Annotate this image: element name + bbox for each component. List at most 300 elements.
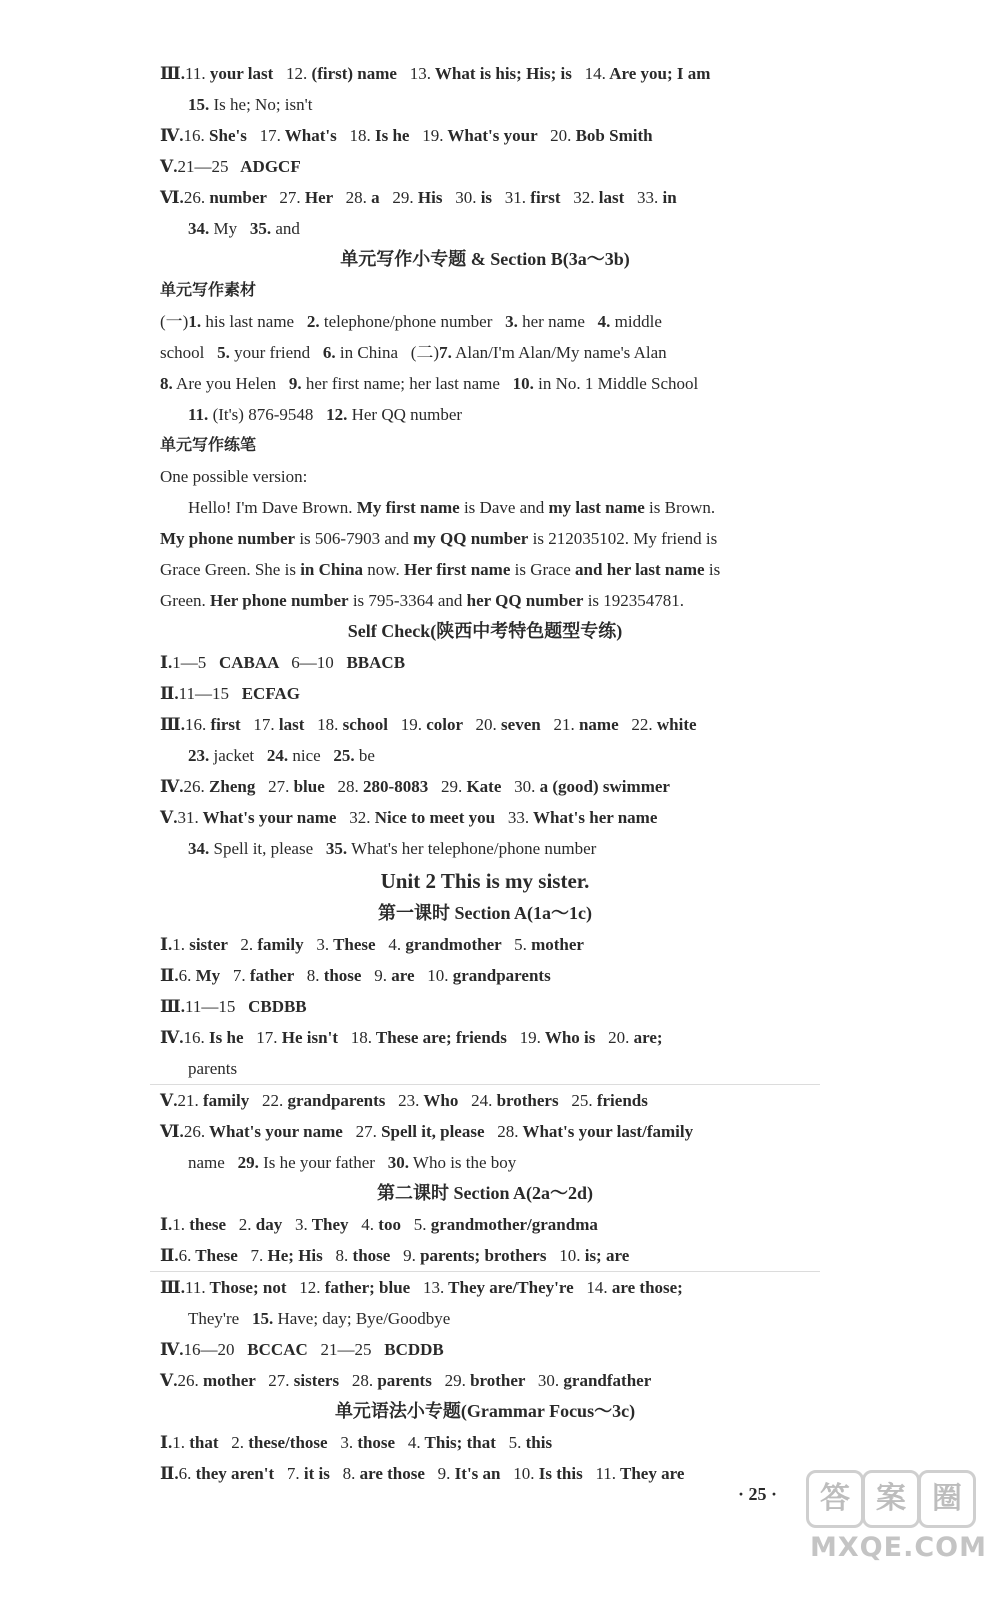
answer-segment: 6. [178, 1246, 192, 1265]
answer-segment: Nice to meet you [370, 808, 508, 827]
answer-segment: 34. [188, 839, 210, 858]
answer-segment: 19. [400, 715, 423, 734]
answer-segment: Ⅰ. [160, 935, 173, 954]
answer-segment: 6. [178, 966, 192, 985]
answer-segment: 24. [471, 1091, 493, 1110]
subsection-label-materials: 单元写作素材 [160, 282, 257, 299]
answer-segment: brother [465, 1371, 538, 1390]
answer-segment: and [271, 219, 300, 238]
answer-segment: Ⅱ. [160, 684, 179, 703]
answer-segment: What's her name [529, 808, 658, 827]
answer-segment: ADGCF [228, 157, 301, 176]
answer-line [160, 678, 810, 709]
answer-segment: sisters [289, 1371, 352, 1390]
answer-segment: are; [629, 1028, 663, 1047]
answer-line [160, 991, 810, 1022]
answer-segment: are [386, 966, 428, 985]
answer-segment: middle [610, 312, 662, 331]
answer-segment: 16—20 [183, 1340, 235, 1359]
answer-segment: father; blue [320, 1278, 423, 1297]
answer-segment: BCCAC [234, 1340, 321, 1359]
answer-segment: 30. [387, 1153, 409, 1172]
answer-segment: her first name; her last name [301, 374, 513, 393]
answer-segment: He isn't [277, 1028, 351, 1047]
answer-segment: 12. [326, 405, 348, 424]
version-label: One possible version: [160, 467, 308, 486]
answer-segment: His [413, 188, 456, 207]
answer-segment: Ⅰ. [160, 1433, 173, 1452]
answer-segment: Ⅵ. [160, 1122, 184, 1141]
answer-segment: 27. [355, 1122, 377, 1141]
answer-segment: 33. [507, 808, 530, 827]
answer-segment: They are [616, 1464, 685, 1483]
answer-line [160, 771, 810, 802]
section-title-grammar: 单元语法小专题(Grammar Focus～3c) [334, 1401, 636, 1421]
answer-segment: (一) [160, 312, 189, 331]
answer-segment: They're [188, 1309, 252, 1328]
answer-segment: 25. [571, 1091, 593, 1110]
answer-segment: My first name [356, 498, 460, 517]
answer-segment: Ⅱ. [160, 1464, 179, 1483]
lesson-title-1: 第一课时 Section A(1a～1c) [378, 903, 592, 923]
answer-segment: 15. [188, 95, 210, 114]
answer-segment: first [526, 188, 574, 207]
answer-segment: What's your name [205, 1122, 356, 1141]
answer-segment: 28. [337, 777, 359, 796]
answer-segment: Alan/I'm Alan/My name's Alan [451, 343, 667, 362]
answer-segment: 13. [422, 1278, 445, 1297]
essay-line [160, 585, 810, 616]
answer-segment: Ⅲ. [160, 1278, 185, 1297]
answer-segment: 2. [306, 312, 320, 331]
answer-segment: 30. [537, 1371, 560, 1390]
answer-segment: Ⅱ. [160, 966, 179, 985]
answer-segment: that [184, 1433, 232, 1452]
answer-segment: 3. [340, 1433, 354, 1452]
answer-segment: friends [592, 1091, 648, 1110]
answer-segment: now. [363, 560, 404, 579]
answer-segment: Ⅲ. [160, 64, 185, 83]
subsection-label-practice: 单元写作练笔 [160, 437, 257, 454]
answer-segment: 15. [251, 1309, 274, 1328]
answer-segment: What is his; His; is [430, 64, 585, 83]
answer-line [160, 647, 810, 678]
answer-segment: 6—10 [291, 653, 334, 672]
answer-line [160, 337, 810, 368]
answer-segment: Ⅱ. [160, 1246, 179, 1265]
answer-segment: 1. [172, 935, 185, 954]
answer-segment: What's your name [198, 808, 350, 827]
answer-segment: 20. [608, 1028, 630, 1047]
answer-segment: 17. [256, 1028, 278, 1047]
answer-segment: 3. [316, 935, 330, 954]
answer-segment: 4. [361, 1215, 375, 1234]
answer-segment: Zheng [204, 777, 269, 796]
answer-segment: 9. [403, 1246, 416, 1265]
answer-segment: those [348, 1246, 404, 1265]
answer-segment: Grace Green. She is [160, 560, 301, 579]
answer-segment: 8. [335, 1246, 349, 1265]
answer-segment: 29. [440, 777, 463, 796]
answer-segment: 14. [586, 1278, 608, 1297]
answer-segment: Ⅵ. [160, 188, 184, 207]
answer-segment: 34. [188, 219, 210, 238]
answer-segment: 1. [188, 312, 202, 331]
answer-segment: parents [188, 1059, 238, 1078]
answer-segment: Her QQ number [347, 405, 463, 424]
answer-segment: Ⅳ. [160, 1340, 184, 1359]
answer-segment: 9. [437, 1464, 451, 1483]
answer-segment: 7. [286, 1464, 300, 1483]
answer-segment: 11—15 [178, 684, 229, 703]
answer-segment: Green. [160, 591, 211, 610]
answer-segment: ECFAG [228, 684, 300, 703]
answer-segment: 26. [183, 777, 205, 796]
answer-segment: 11—15 [184, 997, 236, 1016]
answer-segment: your last [205, 64, 287, 83]
answer-line [160, 802, 810, 833]
section-title-writing: 单元写作小专题 & Section B(3a～3b) [340, 249, 630, 269]
watermark-char: 圈 [918, 1470, 976, 1528]
unit-title: Unit 2 This is my sister. [380, 869, 590, 893]
answer-segment: grandparents [283, 1091, 399, 1110]
answer-segment: is 212035102. My friend is [528, 529, 718, 548]
answer-segment: Bob Smith [571, 126, 653, 145]
answer-segment: Her first name [403, 560, 511, 579]
answer-segment: it is [299, 1464, 343, 1483]
answer-segment: 6. [178, 1464, 192, 1483]
answer-line [160, 929, 810, 960]
section-title-self-check: Self Check(陕西中考特色题型专练) [347, 621, 623, 641]
answer-segment: 27. [268, 777, 290, 796]
answer-segment: 26. [177, 1371, 199, 1390]
answer-line [160, 1240, 810, 1271]
answer-segment: 10. [513, 1464, 535, 1483]
answer-segment: day [251, 1215, 295, 1234]
answer-segment: 27. [279, 188, 301, 207]
answer-segment: 23. [188, 746, 210, 765]
answer-segment: 17. [253, 715, 275, 734]
answer-segment: It's an [450, 1464, 514, 1483]
essay-line [160, 492, 810, 523]
answer-line [160, 58, 810, 89]
answer-segment: 16. [184, 715, 207, 734]
answer-segment: Are you Helen [172, 374, 289, 393]
answer-segment: is Dave and [459, 498, 549, 517]
answer-segment: 9. [374, 966, 387, 985]
answer-segment: 16. [183, 126, 205, 145]
answer-segment: mother [526, 935, 584, 954]
answer-segment: 7. [439, 343, 452, 362]
answer-segment: 5. [413, 1215, 427, 1234]
answer-segment: 17. [259, 126, 281, 145]
answer-segment: sister [184, 935, 241, 954]
answer-segment: Her [300, 188, 346, 207]
answer-segment: 10. [427, 966, 449, 985]
answer-segment: a [366, 188, 393, 207]
answer-segment: in No. 1 Middle School [533, 374, 699, 393]
answer-segment: Spell it, please [376, 1122, 498, 1141]
answer-segment: 19. [519, 1028, 541, 1047]
answer-segment: brothers [492, 1091, 572, 1110]
answer-line [160, 833, 810, 864]
answer-segment: in China (二) [335, 343, 440, 362]
answer-segment: her QQ number [466, 591, 584, 610]
answer-segment: blue [289, 777, 338, 796]
answer-segment: parents; brothers [415, 1246, 560, 1265]
answer-segment: Ⅳ. [160, 126, 184, 145]
answer-segment: 14. [584, 64, 606, 83]
answer-segment: Is he [370, 126, 423, 145]
answer-segment: this [521, 1433, 553, 1452]
answer-segment: 21. [177, 1091, 199, 1110]
answer-segment: nice [288, 746, 334, 765]
answer-segment: Are you; I am [605, 64, 711, 83]
answer-segment: my QQ number [413, 529, 529, 548]
answer-segment: last [594, 188, 638, 207]
answer-segment: What's [280, 126, 350, 145]
answer-segment: 4. [597, 312, 611, 331]
answer-line [160, 120, 810, 151]
answer-segment: (first) name [307, 64, 410, 83]
answer-line [160, 1147, 810, 1178]
answer-segment: 23. [398, 1091, 420, 1110]
answer-segment: 4. [388, 935, 402, 954]
answer-segment: 28. [497, 1122, 519, 1141]
answer-segment: is [476, 188, 505, 207]
answer-line [160, 306, 810, 337]
answer-segment: 8. [160, 374, 173, 393]
answer-segment: those [353, 1433, 408, 1452]
answer-segment: Ⅲ. [160, 997, 185, 1016]
answer-segment: parents [373, 1371, 445, 1390]
answer-segment: his last name [201, 312, 307, 331]
answer-segment: 2. [240, 935, 254, 954]
answer-segment: Ⅴ. [160, 1091, 178, 1110]
answer-segment: 30. [514, 777, 536, 796]
answer-segment: 8. [342, 1464, 356, 1483]
answer-segment: your friend [229, 343, 323, 362]
answer-segment: What's her telephone/phone number [347, 839, 597, 858]
answer-segment: Spell it, please [209, 839, 326, 858]
answer-segment: 3. [505, 312, 518, 331]
answer-segment: 21—25 [320, 1340, 372, 1359]
answer-segment: 16. [183, 1028, 205, 1047]
answer-segment: 19. [422, 126, 444, 145]
answer-segment: My [209, 219, 250, 238]
answer-segment: school [338, 715, 401, 734]
answer-segment: Ⅴ. [160, 157, 178, 176]
answer-line [160, 182, 810, 213]
answer-segment: are those; [607, 1278, 683, 1297]
answer-segment: grandparents [448, 966, 551, 985]
answer-segment: 27. [268, 1371, 290, 1390]
answer-segment: family [253, 935, 317, 954]
answer-segment: her name [517, 312, 598, 331]
answer-segment: 7. [250, 1246, 264, 1265]
answer-segment: 25. [333, 746, 355, 765]
answer-segment: 4. [407, 1433, 421, 1452]
answer-segment: 1. [172, 1433, 185, 1452]
answer-segment: Is he; No; isn't [209, 95, 313, 114]
answer-segment: 7. [232, 966, 246, 985]
answer-segment: 30. [455, 188, 477, 207]
answer-segment: number [205, 188, 280, 207]
answer-segment: BCDDB [371, 1340, 444, 1359]
answer-segment: My phone number [160, 529, 296, 548]
answer-line [160, 89, 810, 120]
answer-segment: 21—25 [177, 157, 229, 176]
answer-segment: and her last name [575, 560, 705, 579]
answer-segment: Ⅰ. [160, 653, 173, 672]
answer-segment: 18. [350, 1028, 372, 1047]
answer-segment: These [329, 935, 389, 954]
answer-segment: Ⅳ. [160, 777, 184, 796]
answer-segment: Ⅴ. [160, 808, 178, 827]
answer-segment: 1—5 [172, 653, 207, 672]
answer-segment: 5. [514, 935, 527, 954]
answer-line [160, 368, 810, 399]
answer-segment: 20. [475, 715, 497, 734]
answer-segment: 2. [231, 1433, 244, 1452]
answer-segment: These [191, 1246, 251, 1265]
answer-segment: 32. [349, 808, 371, 827]
answer-line [160, 1427, 810, 1458]
answer-segment: is Brown. [644, 498, 716, 517]
answer-segment: 32. [573, 188, 595, 207]
answer-line [160, 1022, 810, 1053]
answer-segment: is 192354781. [583, 591, 685, 610]
answer-segment: grandmother/grandma [426, 1215, 598, 1234]
answer-segment: first [206, 715, 254, 734]
answer-segment: is [704, 560, 721, 579]
answer-segment: Hello! I'm Dave Brown. [188, 498, 357, 517]
answer-segment: She's [204, 126, 260, 145]
answer-segment: a (good) swimmer [535, 777, 670, 796]
answer-segment: 33. [637, 188, 659, 207]
answer-line [160, 1053, 810, 1084]
answer-segment: 5. [217, 343, 230, 362]
answer-page [160, 58, 810, 1489]
answer-segment: He; His [263, 1246, 336, 1265]
answer-segment: Is he your father [258, 1153, 388, 1172]
answer-segment: 280-8083 [358, 777, 441, 796]
answer-segment: They [307, 1215, 362, 1234]
answer-segment: 2. [238, 1215, 252, 1234]
watermark-logo [806, 1470, 987, 1588]
answer-segment: 31. [177, 808, 199, 827]
answer-segment: What's your [443, 126, 551, 145]
answer-segment: in China [300, 560, 364, 579]
answer-segment: 28. [351, 1371, 374, 1390]
answer-segment: 22. [261, 1091, 284, 1110]
answer-segment: is Grace [510, 560, 576, 579]
answer-segment: these [184, 1215, 239, 1234]
answer-segment: 29. [444, 1371, 466, 1390]
answer-segment: Her phone number [210, 591, 349, 610]
answer-segment: 35. [325, 839, 348, 858]
answer-segment: 10. [559, 1246, 581, 1265]
answer-segment: Is this [534, 1464, 596, 1483]
answer-segment: 11. [184, 64, 206, 83]
answer-line [160, 1334, 810, 1365]
answer-segment: telephone/phone number [319, 312, 506, 331]
answer-line [160, 1303, 810, 1334]
answer-segment: 18. [349, 126, 371, 145]
answer-segment: 21. [553, 715, 575, 734]
answer-segment: (It's) 876-9548 [208, 405, 327, 424]
answer-segment: Is he [204, 1028, 257, 1047]
answer-segment: 9. [288, 374, 302, 393]
answer-segment: Who is [540, 1028, 609, 1047]
answer-segment: seven [496, 715, 554, 734]
answer-segment: 5. [508, 1433, 522, 1452]
answer-segment: 26. [183, 1122, 206, 1141]
answer-line [160, 1085, 810, 1116]
answer-segment: 35. [249, 219, 272, 238]
answer-segment: 1. [172, 1215, 185, 1234]
answer-segment: mother [198, 1371, 269, 1390]
answer-segment: 3. [295, 1215, 308, 1234]
answer-segment: 29. [392, 188, 414, 207]
essay-line [160, 523, 810, 554]
answer-segment: Those; not [205, 1278, 300, 1297]
page-number: · 25 · [738, 1484, 778, 1504]
answer-segment: jacket [209, 746, 267, 765]
answer-line [160, 960, 810, 991]
answer-segment: BBACB [333, 653, 406, 672]
answer-segment: family [198, 1091, 262, 1110]
answer-line [160, 399, 810, 430]
answer-segment: be [354, 746, 375, 765]
answer-segment: 11. [595, 1464, 617, 1483]
answer-segment: 20. [550, 126, 572, 145]
answer-segment: are those [355, 1464, 438, 1483]
answer-segment: 8. [306, 966, 320, 985]
answer-segment: CBDBB [235, 997, 307, 1016]
answer-segment: 6. [322, 343, 336, 362]
answer-segment: Kate [462, 777, 515, 796]
watermark-char: 案 [862, 1470, 920, 1528]
answer-line [160, 1209, 810, 1240]
answer-segment: CABAA [206, 653, 292, 672]
answer-segment: 12. [286, 64, 308, 83]
answer-segment: Have; day; Bye/Goodbye [273, 1309, 451, 1328]
answer-segment: is; are [580, 1246, 630, 1265]
answer-segment: 24. [266, 746, 289, 765]
answer-segment: What's your last/family [518, 1122, 694, 1141]
answer-line [160, 1365, 810, 1396]
answer-segment: white [652, 715, 697, 734]
answer-segment: these/those [243, 1433, 341, 1452]
answer-line [160, 1272, 810, 1303]
answer-segment: 18. [317, 715, 339, 734]
answer-segment: grandmother [401, 935, 515, 954]
lesson-title-2: 第二课时 Section A(2a～2d) [377, 1183, 593, 1203]
answer-segment: color [422, 715, 476, 734]
answer-segment: 28. [345, 188, 367, 207]
answer-segment: 11. [184, 1278, 206, 1297]
answer-segment: They are/They're [444, 1278, 587, 1297]
answer-segment: 31. [504, 188, 527, 207]
answer-line [160, 213, 810, 244]
answer-line [160, 151, 810, 182]
answer-line [160, 740, 810, 771]
answer-segment: name [188, 1153, 238, 1172]
answer-segment: is 795-3364 and [348, 591, 467, 610]
answer-segment: is 506-7903 and [295, 529, 414, 548]
answer-segment: school [160, 343, 218, 362]
